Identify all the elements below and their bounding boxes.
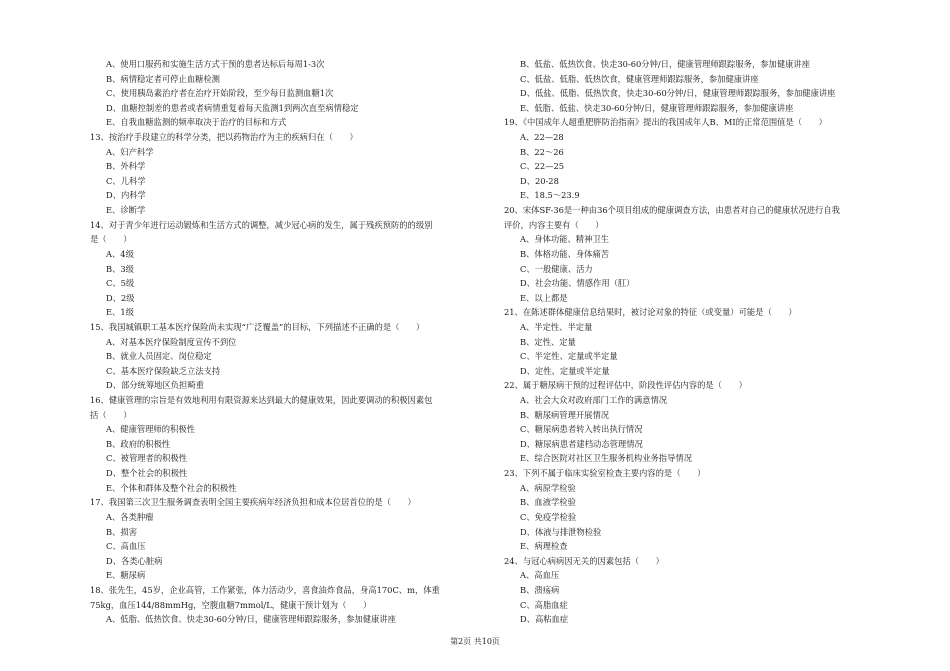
question-text: 75kg，血压144/88mmHg，空腹血糖7mmol/L，健康干预计划为（ ） xyxy=(90,599,372,610)
answer-option: C、低盐、低脂、低热饮食，健康管理师跟踪服务，参加健康讲座 xyxy=(520,73,759,84)
answer-option: C、基本医疗保险缺乏立法支持 xyxy=(106,365,221,376)
answer-option: B、病情稳定者可停止血糖检测 xyxy=(106,73,220,84)
question-text: 18、张先生，45岁，企业高管，工作紧张，体力活动少，喜食油炸食品，身高170C、m，体重 xyxy=(90,584,440,595)
question-text: 19、《中国成年人超重肥胖防治指南》提出的我国成年人B、MI的正常范围值是（ ） xyxy=(504,117,827,128)
answer-option: B、就业人员固定、岗位稳定 xyxy=(106,351,212,362)
question-text: 23、下列不属于临床实验室检查主要内容的是（ ） xyxy=(504,468,706,479)
answer-option: C、高脂血症 xyxy=(520,599,568,610)
answer-option: E、1级 xyxy=(106,307,134,318)
answer-option: A、社会大众对政府部门工作的满意情况 xyxy=(520,395,668,406)
answer-option: C、糖尿病患者转入转出执行情况 xyxy=(520,424,643,435)
answer-option: B、外科学 xyxy=(106,161,146,172)
answer-option: B、体格功能、身体痛苦 xyxy=(520,248,610,259)
answer-option: E、诊断学 xyxy=(106,205,146,216)
answer-option: B、糖尿病管理开展情况 xyxy=(520,409,610,420)
question-text: 14、对于青少年进行运动锻炼和生活方式的调整，减少冠心病的发生，属于残疾预防的的级别 xyxy=(90,219,433,230)
answer-option: A、使用口服药和实施生活方式干预的患者达标后每周1-3次 xyxy=(106,59,325,69)
answer-option: A、健康管理师的积极性 xyxy=(106,424,195,435)
answer-option: C、半定性、定量或半定量 xyxy=(520,351,618,362)
answer-option: C、22—25 xyxy=(520,161,565,172)
question-text: 评价，内容主要有（ ） xyxy=(504,219,604,230)
answer-option: B、政府的积极性 xyxy=(106,438,171,449)
answer-option: D、整个社会的积极性 xyxy=(106,468,188,479)
answer-option: D、体液与排泄物检验 xyxy=(520,526,602,537)
answer-option: E、病理检查 xyxy=(520,541,568,552)
answer-option: B、定性、定量 xyxy=(520,336,576,347)
answer-option: A、病原学检验 xyxy=(520,482,576,493)
question-text: 24、与冠心病病因无关的因素包括（ ） xyxy=(504,555,664,566)
right-column xyxy=(504,57,904,627)
answer-option: D、内科学 xyxy=(106,190,146,201)
answer-option: A、低脂、低热饮食、快走30-60分钟/日，健康管理师跟踪服务，参加健康讲座 xyxy=(106,614,396,625)
answer-option: D、20-28 xyxy=(520,175,559,186)
answer-option: A、半定性、半定量 xyxy=(520,321,593,332)
answer-option: C、5级 xyxy=(106,278,135,289)
answer-option: B、血液学检验 xyxy=(520,497,576,508)
page-footer: 第2页 共10页 xyxy=(450,637,500,646)
answer-option: E、低脂、低盐、快走30-60分钟/日，健康管理师跟踪服务，参加健康讲座 xyxy=(520,102,794,113)
question-text: 16、健康管理的宗旨是有效地利用有限资源来达到最大的健康效果，因此要调动的积极因素包 xyxy=(90,395,433,406)
answer-option: C、使用胰岛素治疗者在治疗开始阶段，至少每日监测血糖1次 xyxy=(106,88,334,99)
answer-option: D、糖尿病患者建档动态管理情况 xyxy=(520,438,643,449)
answer-option: D、血糖控制差的患者或者病情重复着每天监测1到两次直至病情稳定 xyxy=(106,102,359,113)
answer-option: C、高血压 xyxy=(106,541,146,552)
answer-option: C、儿科学 xyxy=(106,175,146,186)
answer-option: D、2级 xyxy=(106,292,135,303)
question-text: 22、属于糖尿病干预的过程评估中，阶段性评估内容的是（ ） xyxy=(504,380,747,391)
answer-option: B、溃疡病 xyxy=(520,584,560,595)
answer-option: D、低盐、低脂、低热饮食，快走30-60分钟/日，健康管理师跟踪服务，参加健康讲座 xyxy=(520,88,836,99)
question-text: 括（ ） xyxy=(90,409,132,420)
answer-option: D、定性、定量或半定量 xyxy=(520,365,610,376)
answer-option: E、综合医院对社区卫生服务机构业务指导情况 xyxy=(520,453,692,464)
question-text: 13、按治疗手段建立的科学分类，把以药物治疗为主的疾病归在（ ） xyxy=(90,132,358,143)
question-text: 15、我国城镇职工基本医疗保险尚未实现“广泛覆盖”的目标，下列描述不正确的是（ ） xyxy=(90,321,425,332)
answer-option: E、个体和群体及整个社会的积极性 xyxy=(106,482,237,493)
answer-option: C、一般健康、活力 xyxy=(520,263,593,274)
answer-option: B、22～26 xyxy=(520,146,564,157)
answer-option: D、高粘血症 xyxy=(520,614,569,625)
answer-option: D、部分统筹地区负担畸重 xyxy=(106,380,204,391)
answer-option: E、自我血糖监测的频率取决于治疗的目标和方式 xyxy=(106,117,287,128)
question-text: 17、我国第三次卫生服务调查表明全国主要疾病年经济负担和成本位居首位的是（ ） xyxy=(90,497,416,508)
answer-option: A、4级 xyxy=(106,248,134,259)
answer-option: E、以上都是 xyxy=(520,292,568,303)
answer-option: A、身体功能、精神卫生 xyxy=(520,234,609,245)
question-text: 20、宋体SF-36是一种由36个项目组成的健康调查方法，由患者对自己的健康状况进行自我 xyxy=(504,205,840,216)
answer-option: D、各类心脏病 xyxy=(106,555,163,566)
answer-option: A、22—28 xyxy=(520,132,564,143)
answer-option: A、高血压 xyxy=(520,570,560,581)
left-column xyxy=(90,57,480,627)
answer-option: A、对基本医疗保险制度宣传不到位 xyxy=(106,336,237,347)
answer-option: A、妇产科学 xyxy=(106,146,154,157)
answer-option: E、糖尿病 xyxy=(106,570,146,581)
answer-option: D、社会功能、情感作用（肛） xyxy=(520,278,635,289)
answer-option: C、被管理者的积极性 xyxy=(106,453,188,464)
question-text: 21、在陈述群体健康信息结果时，被讨论对象的特征（或变量）可能是（ ） xyxy=(504,307,797,318)
answer-option: B、低盐、低热饮食、快走30-60分钟/日，健康管理师跟踪服务，参加健康讲座 xyxy=(520,59,811,69)
answer-option: B、损害 xyxy=(106,526,137,537)
answer-option: B、3级 xyxy=(106,263,134,274)
question-text: 是（ ） xyxy=(90,234,132,245)
answer-option: A、各类肿瘤 xyxy=(106,511,154,522)
answer-option: E、18.5～23.9 xyxy=(520,190,580,201)
answer-option: C、免疫学检验 xyxy=(520,511,577,522)
